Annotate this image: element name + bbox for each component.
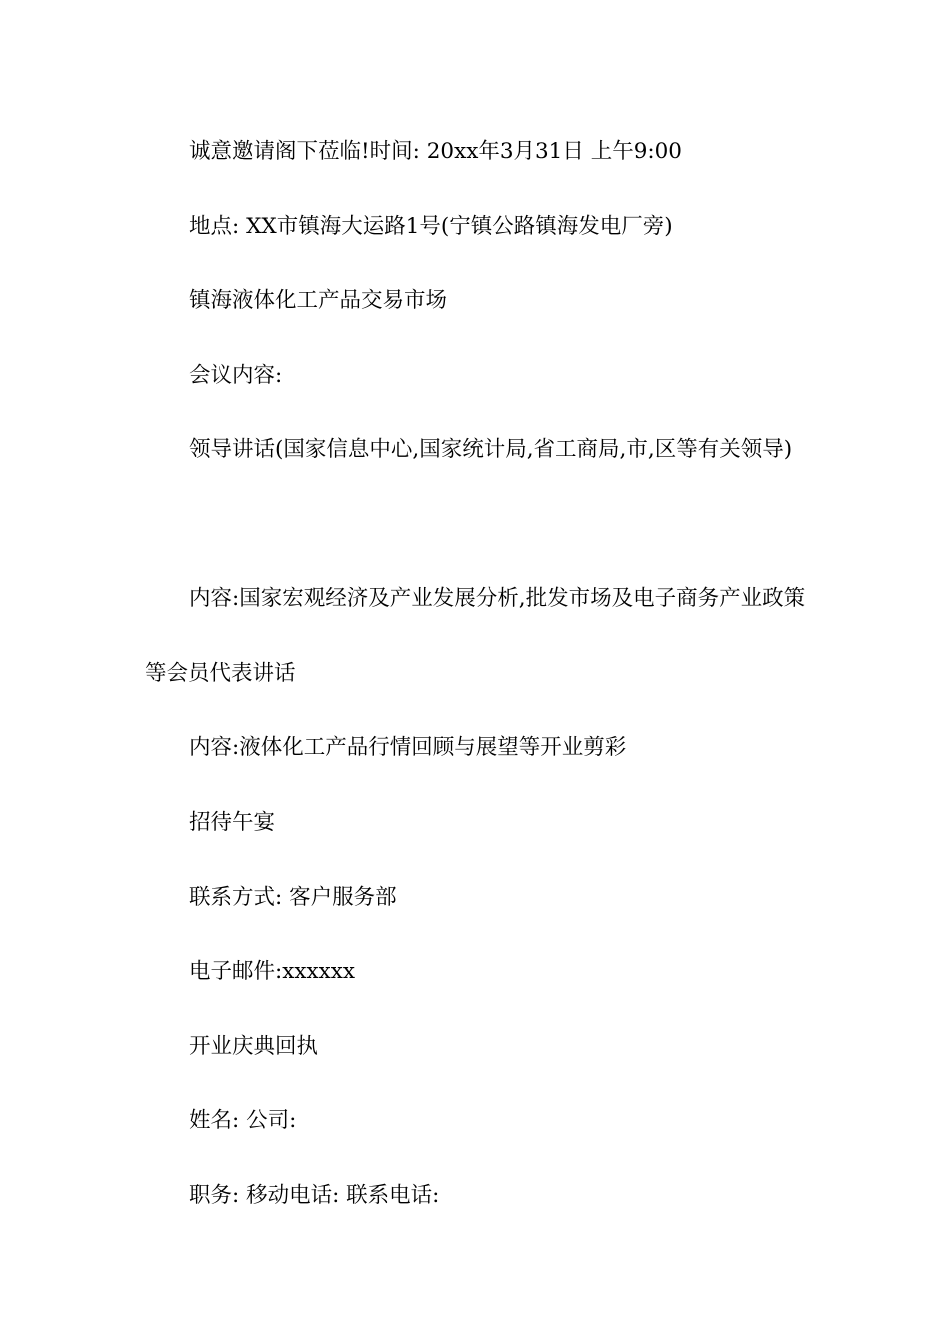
rsvp-heading: 开业庆典回执	[189, 1034, 319, 1059]
market-name-line: 镇海液体化工产品交易市场	[189, 288, 448, 313]
content-analysis-paragraph: 内容:国家宏观经济及产业发展分析,批发市场及电子商务产业政策等会员代表讲话	[145, 586, 806, 686]
contact-method-line: 联系方式: 客户服务部	[189, 885, 397, 910]
luncheon-line: 招待午宴	[189, 810, 276, 835]
position-phone-line: 职务: 移动电话: 联系电话:	[189, 1183, 440, 1208]
leader-speech-paragraph: 领导讲话(国家信息中心,国家统计局,省工商局,市,区等有关领导)	[189, 437, 793, 462]
invitation-time-line: 诚意邀请阁下莅临!时间: 20xx年3月31日 上午9:00	[189, 139, 682, 164]
email-line: 电子邮件:xxxxxx	[189, 959, 355, 984]
name-company-line: 姓名: 公司:	[189, 1108, 297, 1133]
content-market-review-line: 内容:液体化工产品行情回顾与展望等开业剪彩	[189, 735, 627, 760]
venue-address-line: 地点: XX市镇海大运路1号(宁镇公路镇海发电厂旁)	[189, 214, 673, 239]
meeting-content-heading: 会议内容:	[189, 363, 283, 388]
